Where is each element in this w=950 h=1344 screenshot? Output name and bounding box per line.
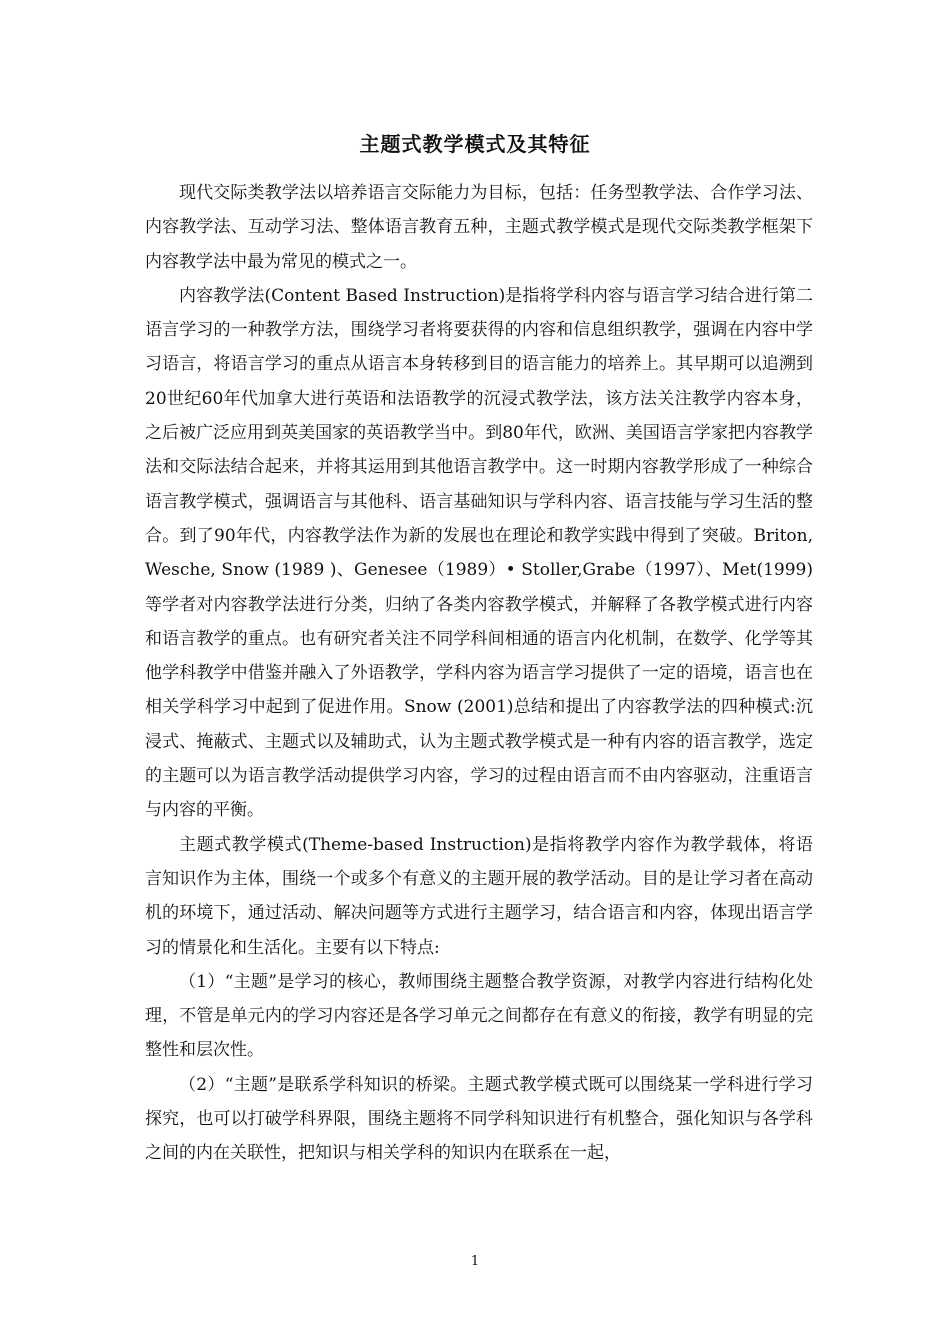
paragraph-feature-2: （2）“主题”是联系学科知识的桥梁。主题式教学模式既可以围绕某一学科进行学习探究，也可以打破学科界限，围绕主题将不同学科知识进行有机整合，强化知识与各学科之间的内在关联性，把知识与相关学科的知识内在联系在一起，: [145, 1074, 813, 1164]
document-body: [145, 176, 813, 1171]
paragraph-theme-based-instruction: 主题式教学模式(Theme-based Instruction)是指将教学内容作为教学载体，将语言知识作为主体，围绕一个或多个有意义的主题开展的教学活动。目的是让学习者在高动机的环境下，通过活动、解决问题等方式进行主题学习，结合语言和内容，体现出语言学习的情景化和生活化。主要有以下特点:: [145, 834, 813, 958]
document-title: 主题式教学模式及其特征: [359, 132, 591, 156]
page-number: 1: [470, 1254, 480, 1269]
paragraph-feature-1: （1）“主题”是学习的核心，教师围绕主题整合教学资源，对教学内容进行结构化处理，不管是单元内的学习内容还是各学习单元之间都存在有意义的衔接，教学有明显的完整性和层次性。: [145, 971, 813, 1061]
paragraph-intro: 现代交际类教学法以培养语言交际能力为目标，包括：任务型教学法、合作学习法、 内容教学法、互动学习法、整体语言教育五种，主题式教学模式是现代交际类教学框架下内容教学法中最为常见的模式之一。: [145, 183, 813, 272]
paragraph-content-based-instruction: 内容教学法(Content Based Instruction)是指将学科内容与语言学习结合进行第二语言学习的一种教学方法，围绕学习者将要获得的内容和信息组织教学，强调在内容中学习语言，将语言学习的重点从语言本身转移到目的语言能力的培养上。其早期可以追溯到20世纪60年代加拿大进行英语和法语教学的沉浸式教学法，该方法关注教学内容本身，之后被广泛应用到英美国家的英语教学当中。到80年代，欧洲、美国语言学家把内容教学法和交际法结合起来，并将其运用到其他语言教学中。这一时期内容教学形成了一种综合语言教学模式，强调语言与其他科、语言基础知识与学科内容、语言技能与学习生活的整合。到了90年代，内容教学法作为新的发展也在理论和教学实践中得到了突破。Briton, Wesche, Snow (1989 )、Genesee（1989）• Stoller,Grabe（1997）、Met(1999)等学者对内容教学法进行分类，归纳了各类内容教学模式，并解释了各教学模式进行内容和语言教学的重点。也有研究者关注不同学科间相通的语言内化机制，在数学、化学等其他学科教学中借鉴并融入了外语教学，学科内容为语言学习提供了一定的语境，语言也在相关学科学习中起到了促进作用。Snow (2001)总结和提出了内容教学法的四种模式:沉浸式、掩蔽式、主题式以及辅助式，认为主题式教学模式是一种有内容的语言教学，选定的主题可以为语言教学活动提供学习内容，学习的过程由语言而不由内容驱动，注重语言与内容的平衡。: [145, 285, 813, 821]
